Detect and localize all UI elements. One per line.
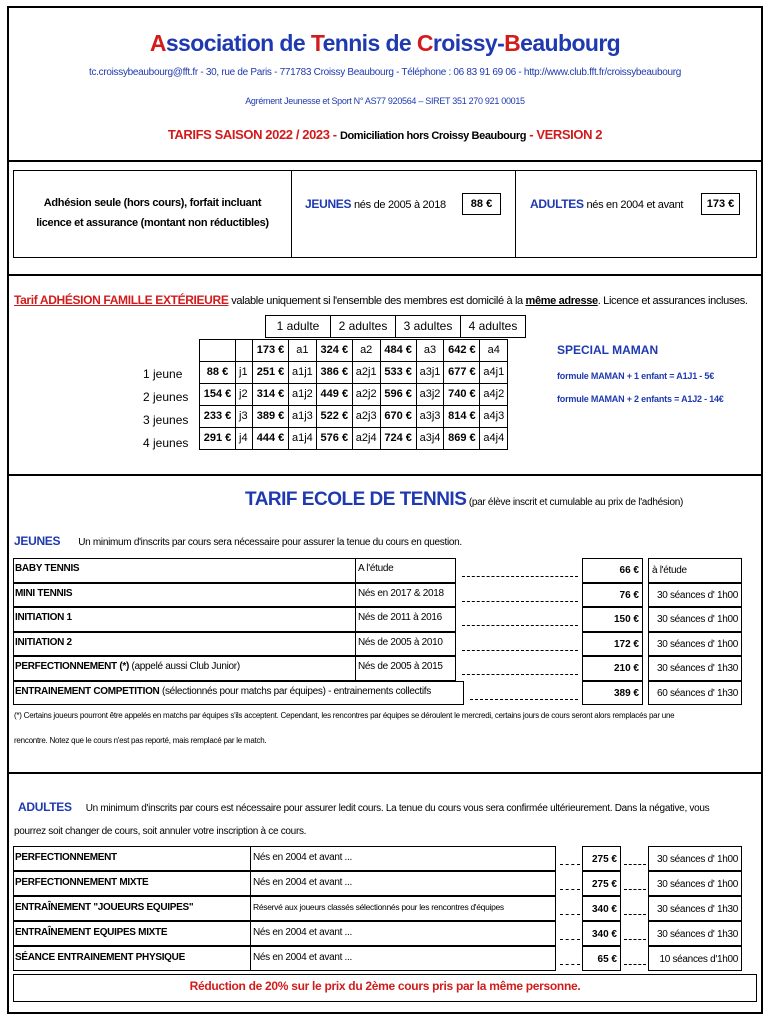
course-seances: 30 séances d' 1h00	[648, 583, 742, 608]
divider	[250, 896, 251, 921]
jeunes-adhesion: JEUNES nés de 2005 à 2018	[305, 197, 446, 211]
leader-dash	[462, 625, 578, 626]
divider	[291, 170, 292, 257]
famille-row: 154 € j2 314 € a1j2 449 € a2j2 596 € a3j2 740 € a4j2	[200, 384, 508, 406]
leader-dash	[624, 914, 646, 915]
divider	[515, 170, 516, 257]
famille-row-label: 2 jeunes	[143, 390, 189, 404]
course-price: 65 €	[582, 946, 621, 971]
ecole-title: TARIF ECOLE DE TENNIS (par élève inscrit et cumulable au prix de l'adhésion)	[245, 489, 684, 510]
famille-row: 88 € j1 251 € a1j1 386 € a2j1 533 € a3j1 677 € a4j1	[200, 362, 508, 384]
course-price: 340 €	[582, 896, 621, 921]
leader-dash	[470, 699, 578, 700]
course-age: Nés en 2004 et avant ...	[253, 852, 352, 863]
course-name: ENTRAÎNEMENT EQUIPES MIXTE	[15, 927, 168, 938]
contact-line: tc.croissybeaubourg@fft.fr - 30, rue de Paris - 771783 Croissy Beaubourg - Téléphone : 06 83 91 69 06 - http://www.club.fft.fr/croissybeaubourg	[88, 67, 682, 78]
leader-dash	[462, 650, 578, 651]
leader-dash	[624, 964, 646, 965]
course-price: 275 €	[582, 871, 621, 896]
course-seances: 30 séances d' 1h00	[648, 846, 742, 871]
special-maman-2: formule MAMAN + 2 enfants = A1J2 - 14€	[557, 394, 724, 404]
adultes-adhesion-price: 173 €	[701, 193, 740, 215]
course-price: 150 €	[582, 607, 643, 632]
course-price: 275 €	[582, 846, 621, 871]
famille-table: 173 € a1 324 € a2 484 € a3 642 € a4 88 € j1 251 € a1j1 386 € a2j1 533 € a3j1 677 € a4j1 154 € j2 314 € a1j2 449 € a2j2 596 € a3j2 740 € a4j2 233 € j3 389 € a1j3 522 € a2j3 670 € a3j3 814 € a4j3 291 € j4 444 € a1j4 576 € a2j4 724 € a3j4 869 € a4j4	[199, 339, 508, 450]
leader-dash	[624, 864, 646, 865]
leader-dash	[560, 864, 580, 865]
famille-adult-header: 1 adulte 2 adultes 3 adultes 4 adultes	[265, 315, 526, 338]
divider	[355, 607, 356, 632]
page-title: Association de Tennis de Croissy-Beaubourg	[149, 30, 621, 56]
course-price: 389 €	[582, 681, 643, 706]
jeunes-heading: JEUNES Un minimum d'inscrits par cours sera nécessaire pour assurer la tenue du cours en question.	[14, 534, 462, 548]
adultes-adhesion: ADULTES nés en 2004 et avant	[530, 197, 684, 211]
divider	[7, 274, 763, 276]
course-seances: 30 séances d' 1h00	[648, 607, 742, 632]
divider	[7, 474, 763, 476]
reduction-text: Réduction de 20% sur le prix du 2ème cours pris par la même personne.	[189, 979, 581, 993]
course-seances: 30 séances d' 1h00	[648, 871, 742, 896]
course-age: Nés en 2004 et avant ...	[253, 927, 352, 938]
course-age: Réservé aux joueurs classés sélectionnés pour les rencontres d'équipes	[253, 902, 504, 912]
leader-dash	[624, 889, 646, 890]
course-price: 172 €	[582, 632, 643, 657]
agrement-line: Agrément Jeunesse et Sport N° AS77 920564 – SIRET 351 270 921 00015	[245, 96, 525, 106]
course-price: 340 €	[582, 921, 621, 946]
special-maman-title: SPECIAL MAMAN	[557, 343, 659, 357]
adultes-heading: ADULTES Un minimum d'inscrits par cours est nécessaire pour assurer ledit cours. La tenue du cours vous sera confirmée ultérieurement. Dans la négative, vous	[18, 800, 710, 814]
divider	[250, 921, 251, 946]
course-age: Nés en 2017 & 2018	[358, 587, 444, 599]
course-price: 76 €	[582, 583, 643, 608]
divider	[355, 632, 356, 657]
course-name: SÉANCE ENTRAINEMENT PHYSIQUE	[15, 952, 185, 963]
tarifs-line: TARIFS SAISON 2022 / 2023 - Domiciliation hors Croissy Beaubourg - VERSION 2	[167, 127, 603, 142]
divider	[355, 583, 356, 608]
course-name: ENTRAÎNEMENT "JOUEURS EQUIPES"	[15, 902, 194, 913]
leader-dash	[462, 674, 578, 675]
footnote-1: (*) Certains joueurs pourront être appelés en matchs par équipes s'ils acceptent. Cependant, les rencontres par équipes se déroulent le mercredi, certains jours de cours seront alors remplacés par une	[14, 711, 675, 720]
course-age: A l'étude	[358, 563, 394, 574]
course-age: Nés de 2005 à 2010	[358, 636, 443, 648]
famille-row-label: 3 jeunes	[143, 413, 189, 427]
course-age: Nés de 2005 à 2015	[358, 661, 443, 672]
leader-dash	[560, 964, 580, 965]
course-price: 210 €	[582, 656, 643, 681]
course-seances: 30 séances d' 1h30	[648, 656, 742, 681]
divider	[7, 160, 763, 162]
famille-row: 233 € j3 389 € a1j3 522 € a2j3 670 € a3j3 814 € a4j3	[200, 406, 508, 428]
footnote-2: rencontre. Notez que le cours n'est pas reporté, mais remplacé par le match.	[14, 736, 267, 745]
adultes-note-2: pourrez soit changer de cours, soit annuler votre inscription à ce cours.	[14, 826, 307, 837]
course-name: INITIATION 1	[15, 612, 72, 623]
adhesion-desc: Adhésion seule (hors cours), forfait incluant licence et assurance (montant non réductibles)	[36, 197, 269, 229]
leader-dash	[624, 939, 646, 940]
course-name: PERFECTIONNEMENT MIXTE	[15, 877, 149, 888]
course-name: BABY TENNIS	[15, 563, 80, 574]
famille-row: 291 € j4 444 € a1j4 576 € a2j4 724 € a3j4 869 € a4j4	[200, 428, 508, 450]
course-age: Nés de 2011 à 2016	[358, 612, 442, 623]
course-age: Nés en 2004 et avant ...	[253, 877, 352, 888]
leader-dash	[560, 889, 580, 890]
course-seances: 10 séances d'1h00	[648, 946, 742, 971]
famille-row-label: 4 jeunes	[143, 436, 189, 450]
famille-title-line: Tarif ADHÉSION FAMILLE EXTÉRIEURE valable uniquement si l'ensemble des membres est domicilé à la même adresse. Licence et assurances incluses.	[14, 293, 748, 307]
course-name: PERFECTIONNEMENT	[15, 852, 117, 863]
leader-dash	[560, 914, 580, 915]
course-age: Nés en 2004 et avant ...	[253, 952, 352, 963]
divider	[250, 871, 251, 896]
divider	[355, 558, 356, 583]
course-price: 66 €	[582, 558, 643, 583]
course-name: INITIATION 2	[15, 636, 72, 648]
leader-dash	[462, 601, 578, 602]
course-seances: 60 séances d' 1h30	[648, 681, 742, 706]
leader-dash	[462, 576, 578, 577]
divider	[250, 946, 251, 971]
course-seances: 30 séances d' 1h30	[648, 921, 742, 946]
leader-dash	[560, 939, 580, 940]
course-name: ENTRAINEMENT COMPETITION (sélectionnés pour matchs par équipes) - entrainements collectifs	[15, 685, 431, 697]
course-seances: à l'étude	[648, 558, 742, 583]
famille-row-label: 1 jeune	[143, 367, 183, 381]
divider	[355, 656, 356, 681]
course-seances: 30 séances d' 1h00	[648, 632, 742, 657]
divider	[7, 772, 763, 774]
course-name: MINI TENNIS	[15, 587, 73, 599]
jeunes-adhesion-price: 88 €	[462, 193, 501, 215]
course-seances: 30 séances d' 1h30	[648, 896, 742, 921]
divider	[250, 846, 251, 871]
special-maman-1: formule MAMAN + 1 enfant = A1J1 - 5€	[557, 371, 715, 381]
course-name: PERFECTIONNEMENT (*) (appelé aussi Club Junior)	[15, 661, 240, 672]
